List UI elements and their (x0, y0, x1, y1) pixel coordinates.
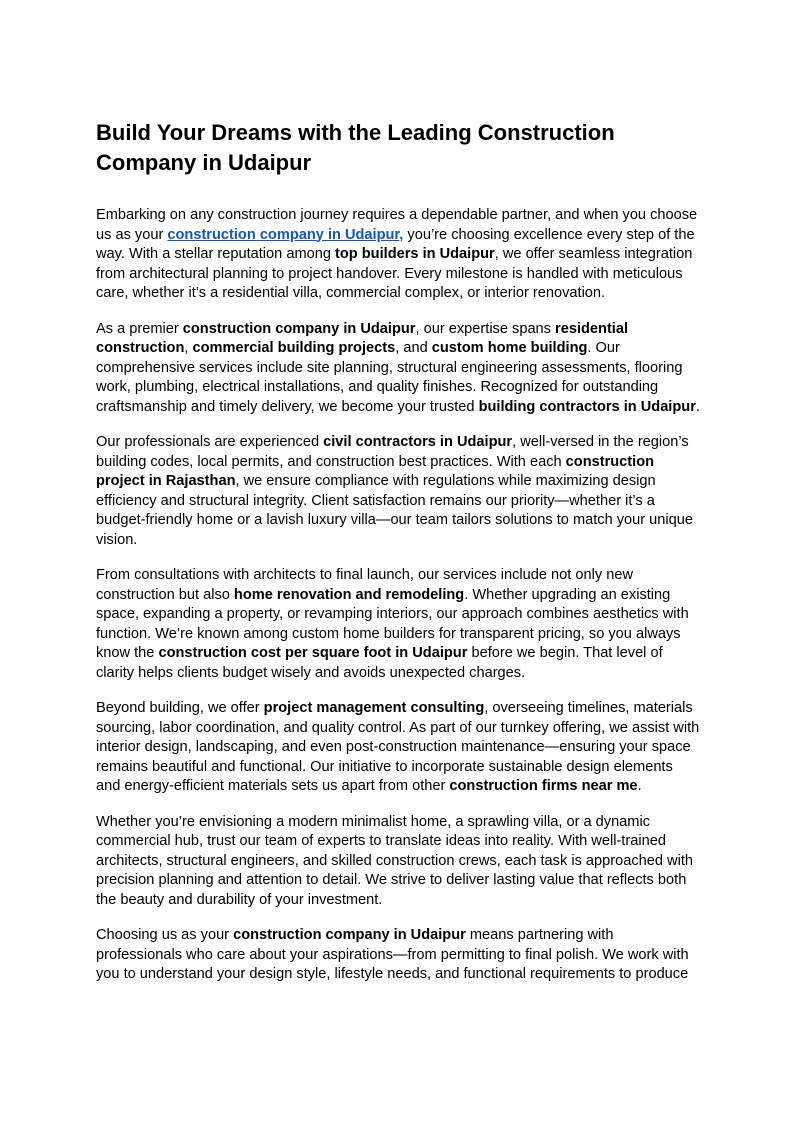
bold-text: construction cost per square foot in Udaipur (158, 645, 468, 661)
bold-text: construction company in Udaipur (182, 320, 416, 337)
bold-text: custom home building (431, 340, 588, 356)
paragraph-services (96, 320, 700, 418)
text-run: From consultations with architects to final launch, our services include not only new construction but also (96, 567, 633, 603)
bold-text: residential construction (96, 320, 629, 356)
text-run: Embarking on any construction journey requires a dependable partner, and when you choose us as your (96, 207, 698, 243)
bold-text: construction company in Udaipur (233, 927, 466, 943)
bold-text: building contractors in Udaipur (478, 398, 696, 415)
bold-text: home renovation and remodeling (233, 586, 465, 603)
text-run: , well-versed in the region’s building codes, local permits, and construction best practices. With each (96, 434, 689, 470)
text-run: means partnering with professionals who care about your aspirations—from permitting to final polish. We work with you to understand your design style, lifestyle needs, and functional requirements to produce (96, 927, 689, 982)
bold-text: civil contractors in Udaipur (323, 434, 513, 450)
paragraph-consulting (96, 699, 700, 797)
text-run: As a premier (96, 320, 183, 337)
bold-text: top builders in Udaipur (335, 246, 495, 262)
bold-text: construction firms near me (449, 778, 638, 794)
text-run: , and (395, 340, 432, 356)
text-run: Choosing us as your (96, 927, 234, 943)
text-run: . (695, 398, 700, 415)
text-run: . Our comprehensive services include site planning, structural engineering assessments, flooring work, plumbing, electrical installations, and quality finishes. Recognized for outstanding craftsmanship and timely delivery, we become your trusted (96, 340, 683, 415)
text-run: you’re choosing excellence every step of the way. With a stellar reputation among (96, 226, 695, 262)
text-run: , we ensure compliance with regulations while maximizing design efficiency and structural integrity. Client satisfaction remains our priority—whether it’s a budget-friendly home or a lavish luxury villa—our team tailors solutions to match your unique vision. (96, 473, 694, 548)
paragraph-intro (96, 206, 700, 304)
bold-text: commercial building projects (192, 340, 396, 356)
text-run: Whether you’re envisioning a modern minimalist home, a sprawling villa, or a dynamic commercial hub, trust our team of experts to translate ideas into reality. With well-trained architects, structural engineers, and skilled construction crews, each task is approached with precision planning and attention to detail. We strive to deliver lasting value that reflects both the beauty and durability of your investment. (96, 813, 694, 908)
bold-text: project management consulting (263, 700, 485, 716)
text-run: Beyond building, we offer (96, 700, 264, 716)
bold-text: construction project in Rajasthan (96, 453, 655, 489)
text-run: before we begin. That level of clarity helps clients budget wisely and avoids unexpected charges. (96, 645, 663, 681)
page-title: Build Your Dreams with the Leading Construction Company in Udaipur (96, 120, 615, 175)
text-run: , we offer seamless integration from architectural planning to project handover. Every milestone is handled with meticulous care, whether it’s a residential villa, commercial complex, or interior renovation. (96, 246, 693, 301)
document-page (96, 118, 700, 1001)
text-run: . Whether upgrading an existing space, expanding a property, or revamping interiors, our approach combines aesthetics with function. We’re known among custom home builders for transparent pricing, so you always know the (96, 586, 689, 661)
text-run: , overseeing timelines, materials sourcing, labor coordination, and quality control. As part of our turnkey offering, we assist with interior design, landscaping, and even post-construction maintenance—ensuring your space remains beautiful and functional. Our initiative to incorporate sustainable design elements and energy-efficient materials sets us apart from other (96, 700, 700, 794)
paragraph-vision (96, 813, 700, 911)
construction-company-link[interactable]: construction company in Udaipur, (167, 226, 404, 243)
text-run: , our expertise spans (415, 320, 556, 337)
text-run: . (637, 778, 642, 794)
paragraph-professionals (96, 433, 700, 550)
text-run: Our professionals are experienced (96, 434, 324, 450)
paragraph-choosing-us (96, 926, 700, 985)
text-run: , (184, 340, 193, 356)
paragraph-renovation (96, 566, 700, 683)
